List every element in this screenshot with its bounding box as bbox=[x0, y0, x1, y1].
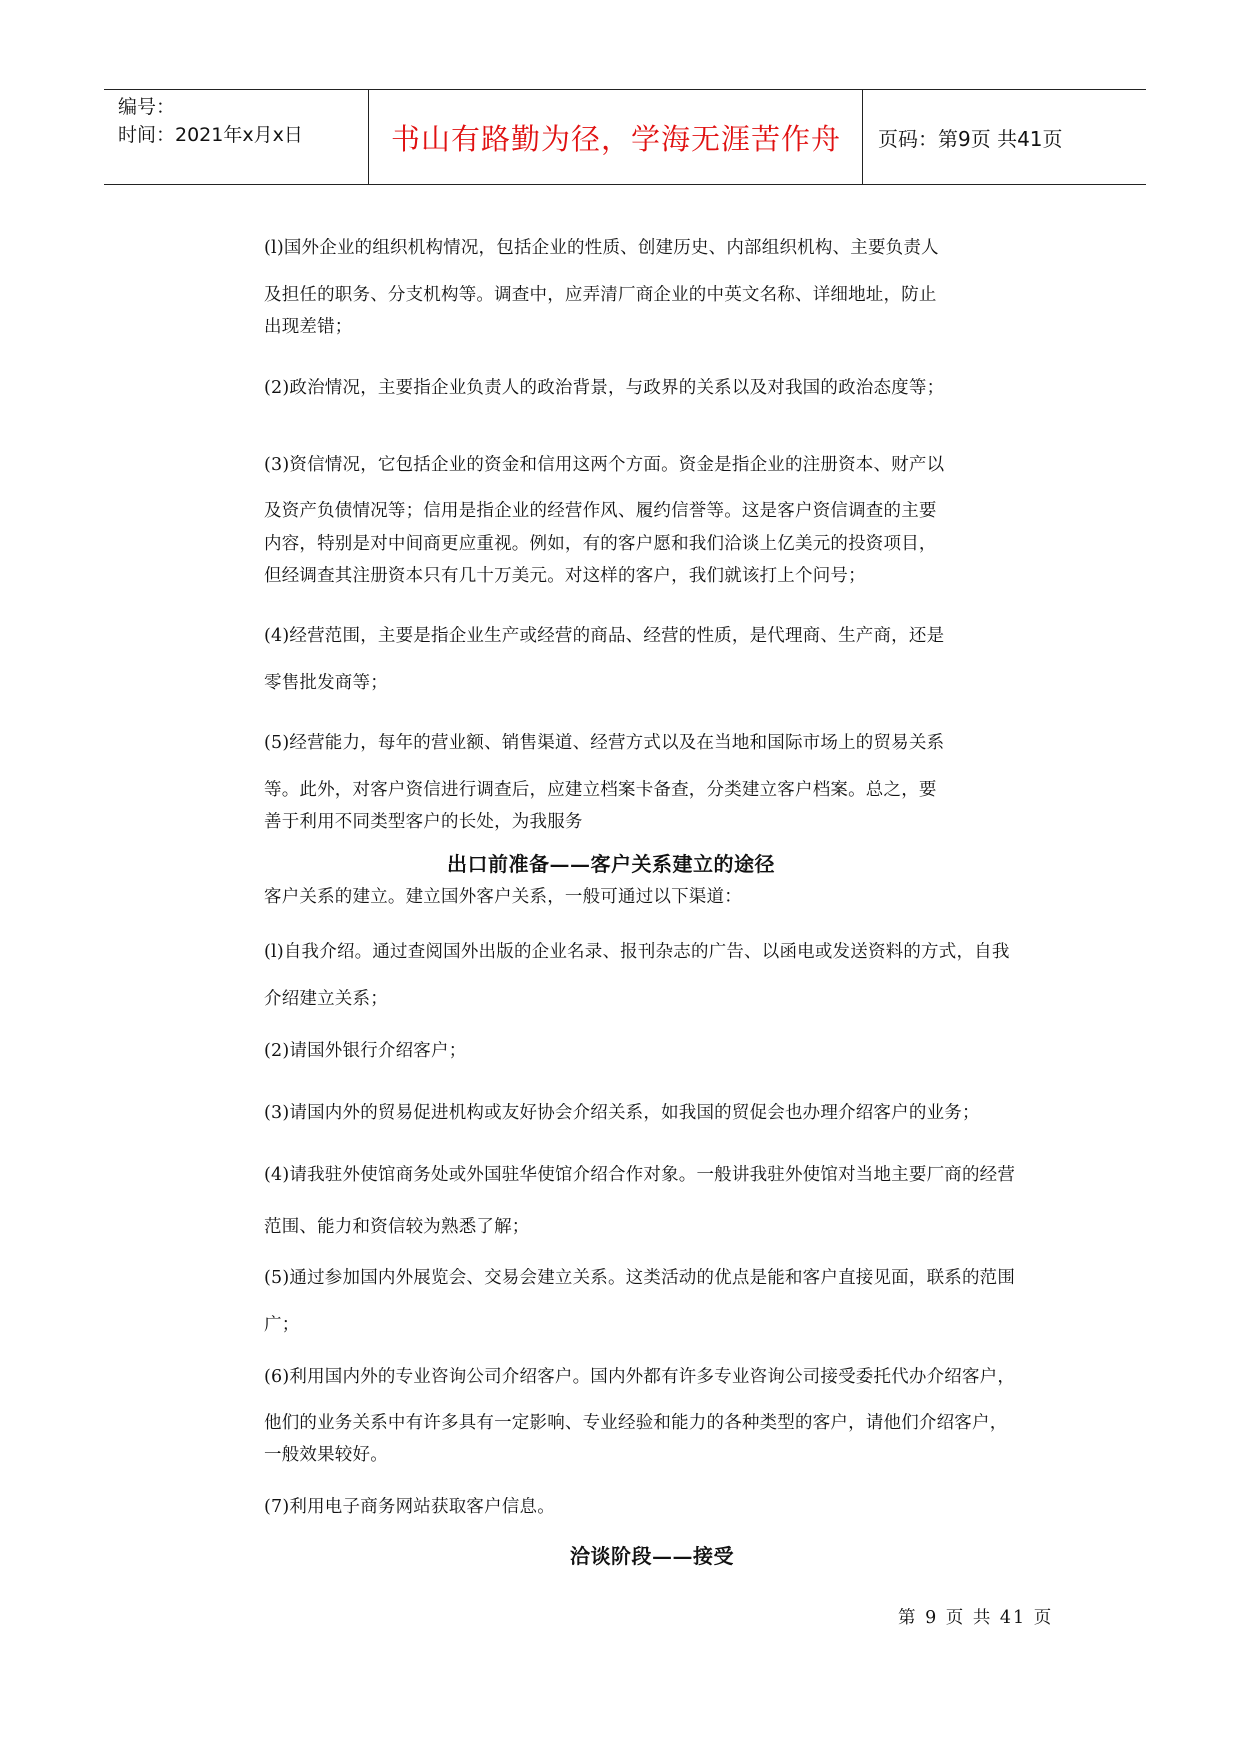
paragraph-line: (l)自我介绍。通过查阅国外出版的企业名录、报刊杂志的广告、以函电或发送资料的方式，自我 bbox=[264, 942, 1010, 962]
paragraph-line: 及担任的职务、分支机构等。调查中，应弄清厂商企业的中英文名称、详细地址，防止 bbox=[264, 285, 937, 305]
header-page-code: 页码：第9页 共41页 bbox=[878, 126, 1063, 151]
document-number-label: 编号： bbox=[118, 96, 176, 118]
paragraph-line: 及资产负债情况等；信用是指企业的经营作风、履约信誉等。这是客户资信调查的主要 bbox=[264, 501, 937, 521]
paragraph-line: (2)政治情况，主要指企业负责人的政治背景，与政界的关系以及对我国的政治态度等； bbox=[264, 378, 945, 398]
paragraph-line: (5)经营能力，每年的营业额、销售渠道、经营方式以及在当地和国际市场上的贸易关系 bbox=[264, 733, 945, 753]
paragraph-line: (7)利用电子商务网站获取客户信息。 bbox=[264, 1497, 555, 1517]
header-meta-cell bbox=[104, 90, 369, 184]
paragraph-line: 零售批发商等； bbox=[264, 673, 388, 693]
paragraph-line: (3)资信情况，它包括企业的资金和信用这两个方面。资金是指企业的注册资本、财产以 bbox=[264, 455, 945, 475]
paragraph-line: 他们的业务关系中有许多具有一定影响、专业经验和能力的各种类型的客户，请他们介绍客户， bbox=[264, 1413, 1008, 1433]
header-motto: 书山有路勤为径，学海无涯苦作舟 bbox=[390, 121, 841, 156]
document-date: 时间：2021年x月x日 bbox=[118, 124, 303, 146]
paragraph-line: 广； bbox=[264, 1315, 300, 1335]
paragraph-line: 但经调查其注册资本只有几十万美元。对这样的客户，我们就该打上个问号； bbox=[264, 566, 866, 586]
paragraph-line: (6)利用国内外的专业咨询公司介绍客户。国内外都有许多专业咨询公司接受委托代办介绍客户， bbox=[264, 1367, 1016, 1387]
page-footer: 第 9 页 共 41 页 bbox=[898, 1608, 1054, 1628]
paragraph-line: 范围、能力和资信较为熟悉了解； bbox=[264, 1217, 530, 1237]
section-heading: 洽谈阶段——接受 bbox=[570, 1544, 734, 1568]
paragraph-line: 介绍建立关系； bbox=[264, 989, 388, 1009]
paragraph-line: 等。此外，对客户资信进行调查后，应建立档案卡备查，分类建立客户档案。总之，要 bbox=[264, 780, 937, 800]
section-heading: 出口前准备——客户关系建立的途径 bbox=[447, 852, 775, 876]
header-motto-cell bbox=[370, 90, 863, 184]
paragraph-line: 客户关系的建立。建立国外客户关系，一般可通过以下渠道： bbox=[264, 887, 742, 907]
paragraph-line: 善于利用不同类型客户的长处，为我服务 bbox=[264, 812, 583, 832]
paragraph-line: 出现差错； bbox=[264, 317, 353, 337]
paragraph-line: (l)国外企业的组织机构情况，包括企业的性质、创建历史、内部组织机构、主要负责人 bbox=[264, 238, 939, 258]
paragraph-line: (5)通过参加国内外展览会、交易会建立关系。这类活动的优点是能和客户直接见面，联系的范围 bbox=[264, 1268, 1016, 1288]
paragraph-line: 内容，特别是对中间商更应重视。例如，有的客户愿和我们洽谈上亿美元的投资项目， bbox=[264, 534, 937, 554]
paragraph-line: (3)请国内外的贸易促进机构或友好协会介绍关系，如我国的贸促会也办理介绍客户的业务； bbox=[264, 1103, 980, 1123]
paragraph-line: (2)请国外银行介绍客户； bbox=[264, 1041, 467, 1061]
paragraph-line: (4)请我驻外使馆商务处或外国驻华使馆介绍合作对象。一般讲我驻外使馆对当地主要厂商的经营 bbox=[264, 1165, 1016, 1185]
paragraph-line: (4)经营范围，主要是指企业生产或经营的商品、经营的性质，是代理商、生产商，还是 bbox=[264, 626, 945, 646]
header-page-cell bbox=[864, 90, 1146, 184]
page-header bbox=[104, 89, 1146, 185]
paragraph-line: 一般效果较好。 bbox=[264, 1445, 388, 1465]
